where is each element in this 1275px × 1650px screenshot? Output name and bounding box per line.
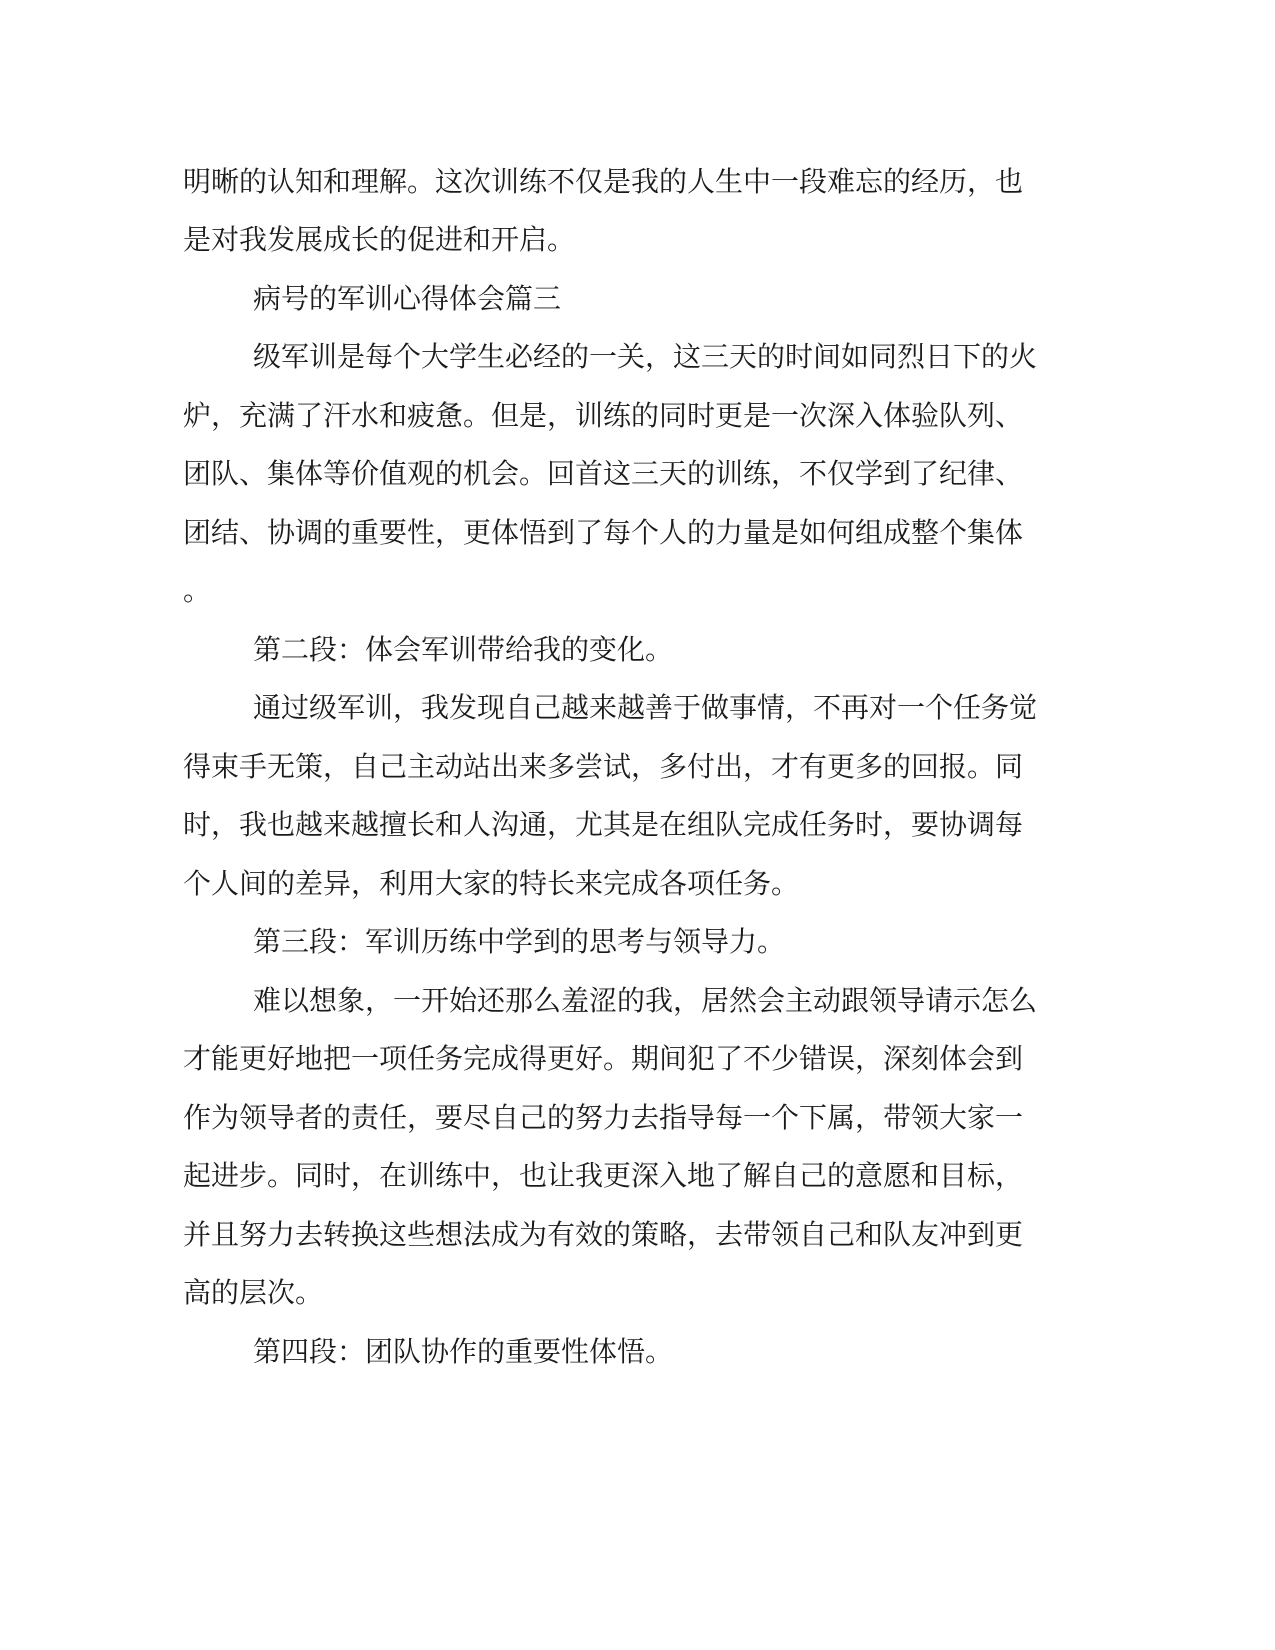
- text-line: 。: [183, 574, 212, 607]
- text-line: 才能更好地把一项任务完成得更好。期间犯了不少错误，深刻体会到: [183, 1042, 1024, 1075]
- text-line: 时，我也越来越擅长和人沟通，尤其是在组队完成任务时，要协调每: [183, 808, 1024, 841]
- text-line: 并且努力去转换这些想法成为有效的策略，去带领自己和队友冲到更: [183, 1218, 1024, 1251]
- text-line: 个人间的差异，利用大家的特长来完成各项任务。: [183, 867, 800, 900]
- text-line: 得束手无策，自己主动站出来多尝试，多付出，才有更多的回报。同: [183, 750, 1024, 783]
- text-line: 级军训是每个大学生必经的一关，这三天的时间如同烈日下的火: [253, 340, 1038, 373]
- section-heading: 病号的军训心得体会篇三: [253, 282, 562, 315]
- section-heading: 第四段：团队协作的重要性体悟。: [253, 1335, 674, 1368]
- text-line: 是对我发展成长的促进和开启。: [183, 223, 576, 256]
- text-line: 团队、集体等价值观的机会。回首这三天的训练，不仅学到了纪律、: [183, 457, 1024, 490]
- text-line: 明晰的认知和理解。这次训练不仅是我的人生中一段难忘的经历，也: [183, 165, 1024, 198]
- text-line: 通过级军训，我发现自己越来越善于做事情，不再对一个任务觉: [253, 691, 1038, 724]
- text-line: 难以想象，一开始还那么羞涩的我，居然会主动跟领导请示怎么: [253, 984, 1038, 1017]
- section-heading: 第二段：体会军训带给我的变化。: [253, 633, 674, 666]
- text-line: 作为领导者的责任，要尽自己的努力去指导每一个下属，带领大家一: [183, 1101, 1024, 1134]
- text-line: 炉，充满了汗水和疲惫。但是，训练的同时更是一次深入体验队列、: [183, 399, 1024, 432]
- text-line: 起进步。同时，在训练中，也让我更深入地了解自己的意愿和目标，: [183, 1159, 1024, 1192]
- text-line: 高的层次。: [183, 1276, 324, 1309]
- section-heading: 第三段：军训历练中学到的思考与领导力。: [253, 925, 786, 958]
- text-line: 团结、协调的重要性，更体悟到了每个人的力量是如何组成整个集体: [183, 516, 1024, 549]
